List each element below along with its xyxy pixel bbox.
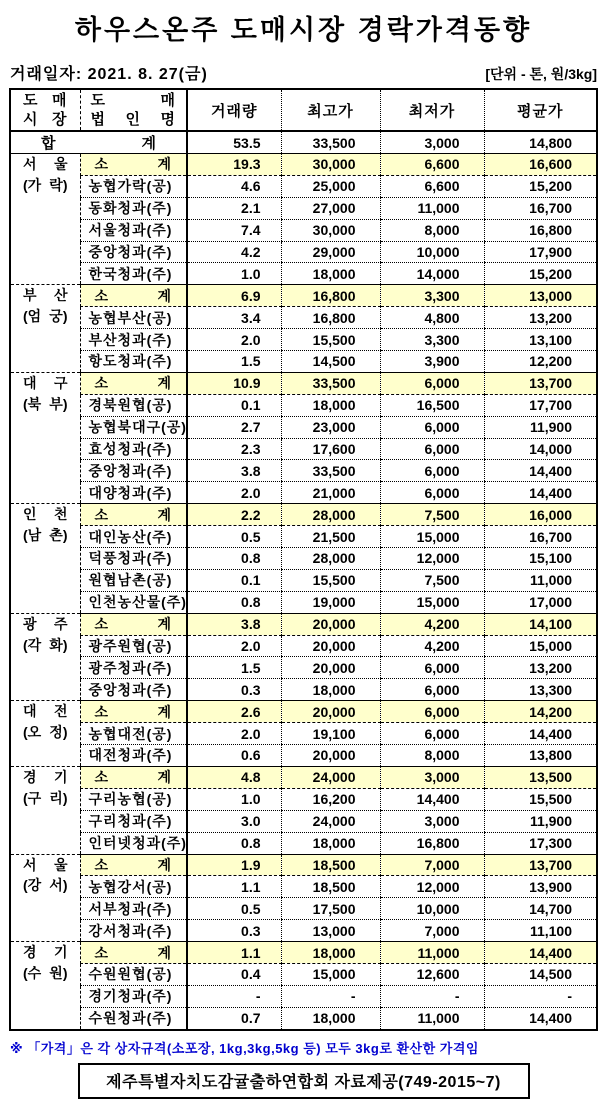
subtotal-label-cell: 소 계	[80, 854, 187, 876]
table-row	[10, 985, 597, 1007]
low-price-cell: 6,000	[380, 482, 484, 504]
avg-price-cell: 13,700	[484, 372, 597, 394]
volume-cell: 2.0	[187, 482, 281, 504]
table-row	[10, 460, 597, 482]
volume-cell: 2.1	[187, 197, 281, 219]
low-price-cell: 3,000	[380, 766, 484, 788]
corp-name-cell: 대전청과(주)	[80, 745, 187, 767]
volume-cell: 2.3	[187, 438, 281, 460]
volume-cell: 0.8	[187, 591, 281, 613]
high-price-cell: 28,000	[281, 548, 380, 570]
region-label-line: 대 전	[23, 703, 68, 720]
corp-name-cell: 농협가락(공)	[80, 175, 187, 197]
table-row	[10, 416, 597, 438]
table-row	[10, 219, 597, 241]
low-price-cell: 14,000	[380, 263, 484, 285]
region-label-line: 서 울	[23, 156, 68, 172]
avg-price-cell: 11,000	[484, 569, 597, 591]
region-label-line: (오 정)	[23, 724, 68, 741]
corp-name-cell: 농협부산(공)	[80, 307, 187, 329]
volume-cell: 0.1	[187, 394, 281, 416]
subtotal-label-cell: 소 계	[80, 372, 187, 394]
region-label-line: (엄 궁)	[23, 308, 68, 325]
table-row	[10, 438, 597, 460]
corp-name-cell: 대인농산(주)	[80, 526, 187, 548]
low-price-cell: 12,000	[380, 548, 484, 570]
high-price-cell: 30,000	[281, 219, 380, 241]
high-price-cell: 16,200	[281, 788, 380, 810]
region-cell	[10, 766, 80, 854]
avg-price-cell: 16,700	[484, 526, 597, 548]
table-row	[10, 263, 597, 285]
volume-cell: 2.0	[187, 723, 281, 745]
low-price-cell: 3,300	[380, 285, 484, 307]
avg-price-cell: 14,400	[484, 942, 597, 964]
high-price-cell: 29,000	[281, 241, 380, 263]
volume-cell: 0.3	[187, 679, 281, 701]
col-header-low: 최저가	[380, 89, 484, 131]
avg-price-cell: -	[484, 985, 597, 1007]
low-price-cell: 7,000	[380, 854, 484, 876]
low-price-cell: 6,000	[380, 701, 484, 723]
table-row	[10, 898, 597, 920]
avg-price-cell: 13,700	[484, 854, 597, 876]
total-high-cell: 33,500	[281, 131, 380, 154]
low-price-cell: 15,000	[380, 526, 484, 548]
volume-cell: 0.3	[187, 920, 281, 942]
high-price-cell: 18,000	[281, 679, 380, 701]
high-price-cell: 20,000	[281, 613, 380, 635]
avg-price-cell: 13,200	[484, 657, 597, 679]
low-price-cell: 3,000	[380, 810, 484, 832]
high-price-cell: 20,000	[281, 701, 380, 723]
avg-price-cell: 16,800	[484, 219, 597, 241]
low-price-cell: 11,000	[380, 197, 484, 219]
volume-cell: 1.1	[187, 876, 281, 898]
high-price-cell: 20,000	[281, 745, 380, 767]
corp-name-cell: 한국청과(주)	[80, 263, 187, 285]
subtotal-row	[10, 285, 597, 307]
high-price-cell: 25,000	[281, 175, 380, 197]
region-label-line: 대 구	[23, 374, 68, 391]
avg-price-cell: 11,900	[484, 810, 597, 832]
table-row	[10, 591, 597, 613]
low-price-cell: 16,800	[380, 832, 484, 854]
low-price-cell: 16,500	[380, 394, 484, 416]
volume-cell: 2.0	[187, 635, 281, 657]
high-price-cell: 33,500	[281, 460, 380, 482]
volume-cell: 6.9	[187, 285, 281, 307]
volume-cell: 0.4	[187, 963, 281, 985]
volume-cell: 0.1	[187, 569, 281, 591]
high-price-cell: 15,500	[281, 569, 380, 591]
low-price-cell: 3,900	[380, 351, 484, 373]
low-price-cell: 10,000	[380, 898, 484, 920]
volume-cell: 7.4	[187, 219, 281, 241]
corp-name-cell: 동화청과(주)	[80, 197, 187, 219]
volume-cell: 0.6	[187, 745, 281, 767]
subtotal-row	[10, 504, 597, 526]
avg-price-cell: 14,700	[484, 898, 597, 920]
high-price-cell: 19,000	[281, 591, 380, 613]
corp-name-cell: 중앙청과(주)	[80, 679, 187, 701]
avg-price-cell: 17,000	[484, 591, 597, 613]
high-price-cell: 15,000	[281, 963, 380, 985]
corp-name-cell: 덕풍청과(주)	[80, 548, 187, 570]
corp-name-cell: 인천농산물(주)	[80, 591, 187, 613]
price-table	[9, 88, 598, 1031]
low-price-cell: 7,000	[380, 920, 484, 942]
table-row	[10, 832, 597, 854]
avg-price-cell: 16,600	[484, 154, 597, 176]
corp-name-cell: 수원청과(주)	[80, 1007, 187, 1029]
high-price-cell: 18,000	[281, 942, 380, 964]
corp-name-cell: 구리농협(공)	[80, 788, 187, 810]
low-price-cell: 6,600	[380, 154, 484, 176]
low-price-cell: 6,000	[380, 438, 484, 460]
subtotal-row	[10, 613, 597, 635]
high-price-cell: 18,000	[281, 394, 380, 416]
corp-name-cell: 서울청과(주)	[80, 219, 187, 241]
region-cell	[10, 942, 80, 1030]
volume-cell: 3.8	[187, 613, 281, 635]
low-price-cell: 12,000	[380, 876, 484, 898]
table-row	[10, 745, 597, 767]
low-price-cell: 8,000	[380, 219, 484, 241]
avg-price-cell: 16,700	[484, 197, 597, 219]
corp-name-cell: 광주청과(주)	[80, 657, 187, 679]
avg-price-cell: 17,700	[484, 394, 597, 416]
avg-price-cell: 13,500	[484, 766, 597, 788]
corp-name-cell: 농협북대구(공)	[80, 416, 187, 438]
region-cell	[10, 854, 80, 942]
high-price-cell: 18,000	[281, 263, 380, 285]
avg-price-cell: 13,900	[484, 876, 597, 898]
subtotal-label-cell: 소 계	[80, 766, 187, 788]
unit-label: [단위 - 톤, 원/3kg]	[485, 66, 597, 82]
volume-cell: 1.0	[187, 788, 281, 810]
avg-price-cell: 12,200	[484, 351, 597, 373]
meta-row	[10, 61, 597, 84]
table-row	[10, 723, 597, 745]
subtotal-label-cell: 소 계	[80, 701, 187, 723]
avg-price-cell: 13,300	[484, 679, 597, 701]
volume-cell: 4.8	[187, 766, 281, 788]
col-header-corp: 도 매 법 인 명	[80, 89, 187, 131]
col-header-avg: 평균가	[484, 89, 597, 131]
subtotal-row	[10, 942, 597, 964]
region-cell	[10, 701, 80, 767]
avg-price-cell: 15,500	[484, 788, 597, 810]
region-label-line: (각 화)	[23, 636, 68, 653]
subtotal-label-cell: 소 계	[80, 613, 187, 635]
region-label-line: (수 원)	[23, 964, 68, 981]
trade-date-label: 거래일자: 2021. 8. 27(금)	[10, 66, 208, 83]
region-label-line: (남 촌)	[23, 527, 68, 544]
table-row	[10, 876, 597, 898]
low-price-cell: 6,000	[380, 679, 484, 701]
col-header-volume: 거래량	[187, 89, 281, 131]
corp-name-cell: 원협남촌(공)	[80, 569, 187, 591]
total-avg-cell: 14,800	[484, 131, 597, 154]
high-price-cell: 17,500	[281, 898, 380, 920]
region-label-line: 서 울	[23, 856, 68, 873]
avg-price-cell: 14,400	[484, 482, 597, 504]
avg-price-cell: 15,200	[484, 175, 597, 197]
avg-price-cell: 13,800	[484, 745, 597, 767]
low-price-cell: 10,000	[380, 241, 484, 263]
low-price-cell: 12,600	[380, 963, 484, 985]
region-label-line: 인 천	[23, 506, 68, 523]
low-price-cell: 6,000	[380, 460, 484, 482]
table-row	[10, 482, 597, 504]
avg-price-cell: 14,200	[484, 701, 597, 723]
avg-price-cell: 11,900	[484, 416, 597, 438]
volume-cell: 3.0	[187, 810, 281, 832]
volume-cell: 10.9	[187, 372, 281, 394]
high-price-cell: 28,000	[281, 504, 380, 526]
corp-name-cell: 항도청과(주)	[80, 351, 187, 373]
col-header-high: 최고가	[281, 89, 380, 131]
volume-cell: 3.4	[187, 307, 281, 329]
high-price-cell: 13,000	[281, 920, 380, 942]
avg-price-cell: 15,200	[484, 263, 597, 285]
high-price-cell: 20,000	[281, 657, 380, 679]
table-row	[10, 1007, 597, 1029]
high-price-cell: 16,800	[281, 285, 380, 307]
table-row	[10, 569, 597, 591]
avg-price-cell: 13,200	[484, 307, 597, 329]
region-label-line: (북 부)	[23, 395, 68, 412]
table-row	[10, 963, 597, 985]
region-cell	[10, 372, 80, 503]
low-price-cell: 7,500	[380, 569, 484, 591]
high-price-cell: 30,000	[281, 154, 380, 176]
corp-name-cell: 구리청과(주)	[80, 810, 187, 832]
region-label-line: (가 락)	[23, 176, 68, 193]
region-cell	[10, 154, 80, 285]
volume-cell: 3.8	[187, 460, 281, 482]
volume-cell: 1.0	[187, 263, 281, 285]
volume-cell: 0.8	[187, 832, 281, 854]
volume-cell: 0.5	[187, 526, 281, 548]
high-price-cell: 21,000	[281, 482, 380, 504]
volume-cell: 1.5	[187, 351, 281, 373]
volume-cell: 1.1	[187, 942, 281, 964]
corp-name-cell: 농협강서(공)	[80, 876, 187, 898]
high-price-cell: 24,000	[281, 766, 380, 788]
high-price-cell: 20,000	[281, 635, 380, 657]
high-price-cell: 24,000	[281, 810, 380, 832]
region-label-line: 광 주	[23, 615, 68, 632]
subtotal-row	[10, 701, 597, 723]
avg-price-cell: 13,000	[484, 285, 597, 307]
high-price-cell: 14,500	[281, 351, 380, 373]
table-row	[10, 548, 597, 570]
table-row	[10, 307, 597, 329]
low-price-cell: 6,000	[380, 416, 484, 438]
low-price-cell: 6,000	[380, 657, 484, 679]
corp-name-cell: 경기청과(주)	[80, 985, 187, 1007]
corp-name-cell: 강서청과(주)	[80, 920, 187, 942]
table-row	[10, 175, 597, 197]
low-price-cell: 15,000	[380, 591, 484, 613]
avg-price-cell: 17,300	[484, 832, 597, 854]
low-price-cell: 11,000	[380, 942, 484, 964]
volume-cell: 1.5	[187, 657, 281, 679]
total-row	[10, 131, 597, 154]
subtotal-row	[10, 854, 597, 876]
corp-name-cell: 수원원협(공)	[80, 963, 187, 985]
volume-cell: 2.6	[187, 701, 281, 723]
low-price-cell: 3,300	[380, 329, 484, 351]
low-price-cell: 4,800	[380, 307, 484, 329]
subtotal-label-cell: 소 계	[80, 154, 187, 176]
volume-cell: 1.9	[187, 854, 281, 876]
corp-name-cell: 대양청과(주)	[80, 482, 187, 504]
avg-price-cell: 14,400	[484, 460, 597, 482]
header-row	[10, 89, 597, 131]
avg-price-cell: 14,400	[484, 723, 597, 745]
high-price-cell: 23,000	[281, 416, 380, 438]
corp-name-cell: 광주원협(공)	[80, 635, 187, 657]
table-row	[10, 920, 597, 942]
table-row	[10, 351, 597, 373]
col-header-market: 도 매 시 장	[10, 89, 80, 131]
low-price-cell: -	[380, 985, 484, 1007]
high-price-cell: 18,000	[281, 1007, 380, 1029]
corp-name-cell: 중앙청과(주)	[80, 460, 187, 482]
high-price-cell: 15,500	[281, 329, 380, 351]
subtotal-label-cell: 소 계	[80, 285, 187, 307]
low-price-cell: 7,500	[380, 504, 484, 526]
low-price-cell: 11,000	[380, 1007, 484, 1029]
low-price-cell: 6,000	[380, 372, 484, 394]
price-footnote: ※ 「가격」은 각 상자규격(소포장, 1kg,3kg,5kg 등) 모두 3kg로 환산한 가격임	[10, 1040, 479, 1056]
low-price-cell: 6,600	[380, 175, 484, 197]
table-row	[10, 241, 597, 263]
volume-cell: 0.5	[187, 898, 281, 920]
avg-price-cell: 14,100	[484, 613, 597, 635]
region-cell	[10, 504, 80, 613]
volume-cell: 2.7	[187, 416, 281, 438]
high-price-cell: 18,000	[281, 832, 380, 854]
avg-price-cell: 14,400	[484, 1007, 597, 1029]
volume-cell: 0.8	[187, 548, 281, 570]
corp-name-cell: 부산청과(주)	[80, 329, 187, 351]
volume-cell: 4.2	[187, 241, 281, 263]
avg-price-cell: 15,000	[484, 635, 597, 657]
high-price-cell: 33,500	[281, 372, 380, 394]
table-row	[10, 635, 597, 657]
low-price-cell: 4,200	[380, 635, 484, 657]
volume-cell: -	[187, 985, 281, 1007]
high-price-cell: 17,600	[281, 438, 380, 460]
corp-name-cell: 서부청과(주)	[80, 898, 187, 920]
region-cell	[10, 285, 80, 373]
table-row	[10, 810, 597, 832]
high-price-cell: 18,500	[281, 854, 380, 876]
corp-name-cell: 농협대전(공)	[80, 723, 187, 745]
subtotal-label-cell: 소 계	[80, 942, 187, 964]
avg-price-cell: 17,900	[484, 241, 597, 263]
provider-box: 제주특별자치도감귤출하연합회 자료제공(749-2015~7)	[78, 1063, 530, 1099]
table-row	[10, 329, 597, 351]
subtotal-row	[10, 372, 597, 394]
region-label-line: (강 서)	[23, 877, 68, 894]
table-row	[10, 788, 597, 810]
avg-price-cell: 13,100	[484, 329, 597, 351]
avg-price-cell: 14,500	[484, 963, 597, 985]
table-row	[10, 394, 597, 416]
subtotal-label-cell: 소 계	[80, 504, 187, 526]
volume-cell: 2.0	[187, 329, 281, 351]
low-price-cell: 14,400	[380, 788, 484, 810]
region-label-line: 부 산	[23, 287, 68, 304]
total-low-cell: 3,000	[380, 131, 484, 154]
low-price-cell: 4,200	[380, 613, 484, 635]
table-row	[10, 197, 597, 219]
high-price-cell: 18,500	[281, 876, 380, 898]
high-price-cell: 16,800	[281, 307, 380, 329]
total-volume-cell: 53.5	[187, 131, 281, 154]
avg-price-cell: 15,100	[484, 548, 597, 570]
region-label-line: 경 기	[23, 768, 68, 785]
table-row	[10, 526, 597, 548]
table-row	[10, 657, 597, 679]
region-cell	[10, 613, 80, 701]
volume-cell: 19.3	[187, 154, 281, 176]
page-title: 하우스온주 도매시장 경락가격동향	[74, 15, 533, 45]
corp-name-cell: 인터넷청과(주)	[80, 832, 187, 854]
total-label-cell: 합 계	[10, 131, 187, 154]
table-row	[10, 679, 597, 701]
avg-price-cell: 11,100	[484, 920, 597, 942]
avg-price-cell: 14,000	[484, 438, 597, 460]
corp-name-cell: 중앙청과(주)	[80, 241, 187, 263]
low-price-cell: 6,000	[380, 723, 484, 745]
region-label-line: (구 리)	[23, 789, 68, 806]
volume-cell: 2.2	[187, 504, 281, 526]
region-label-line: 경 기	[23, 944, 68, 961]
high-price-cell: 21,500	[281, 526, 380, 548]
subtotal-row	[10, 154, 597, 176]
low-price-cell: 8,000	[380, 745, 484, 767]
high-price-cell: 27,000	[281, 197, 380, 219]
high-price-cell: -	[281, 985, 380, 1007]
high-price-cell: 19,100	[281, 723, 380, 745]
corp-name-cell: 경북원협(공)	[80, 394, 187, 416]
corp-name-cell: 효성청과(주)	[80, 438, 187, 460]
volume-cell: 4.6	[187, 175, 281, 197]
volume-cell: 0.7	[187, 1007, 281, 1029]
subtotal-row	[10, 766, 597, 788]
avg-price-cell: 16,000	[484, 504, 597, 526]
